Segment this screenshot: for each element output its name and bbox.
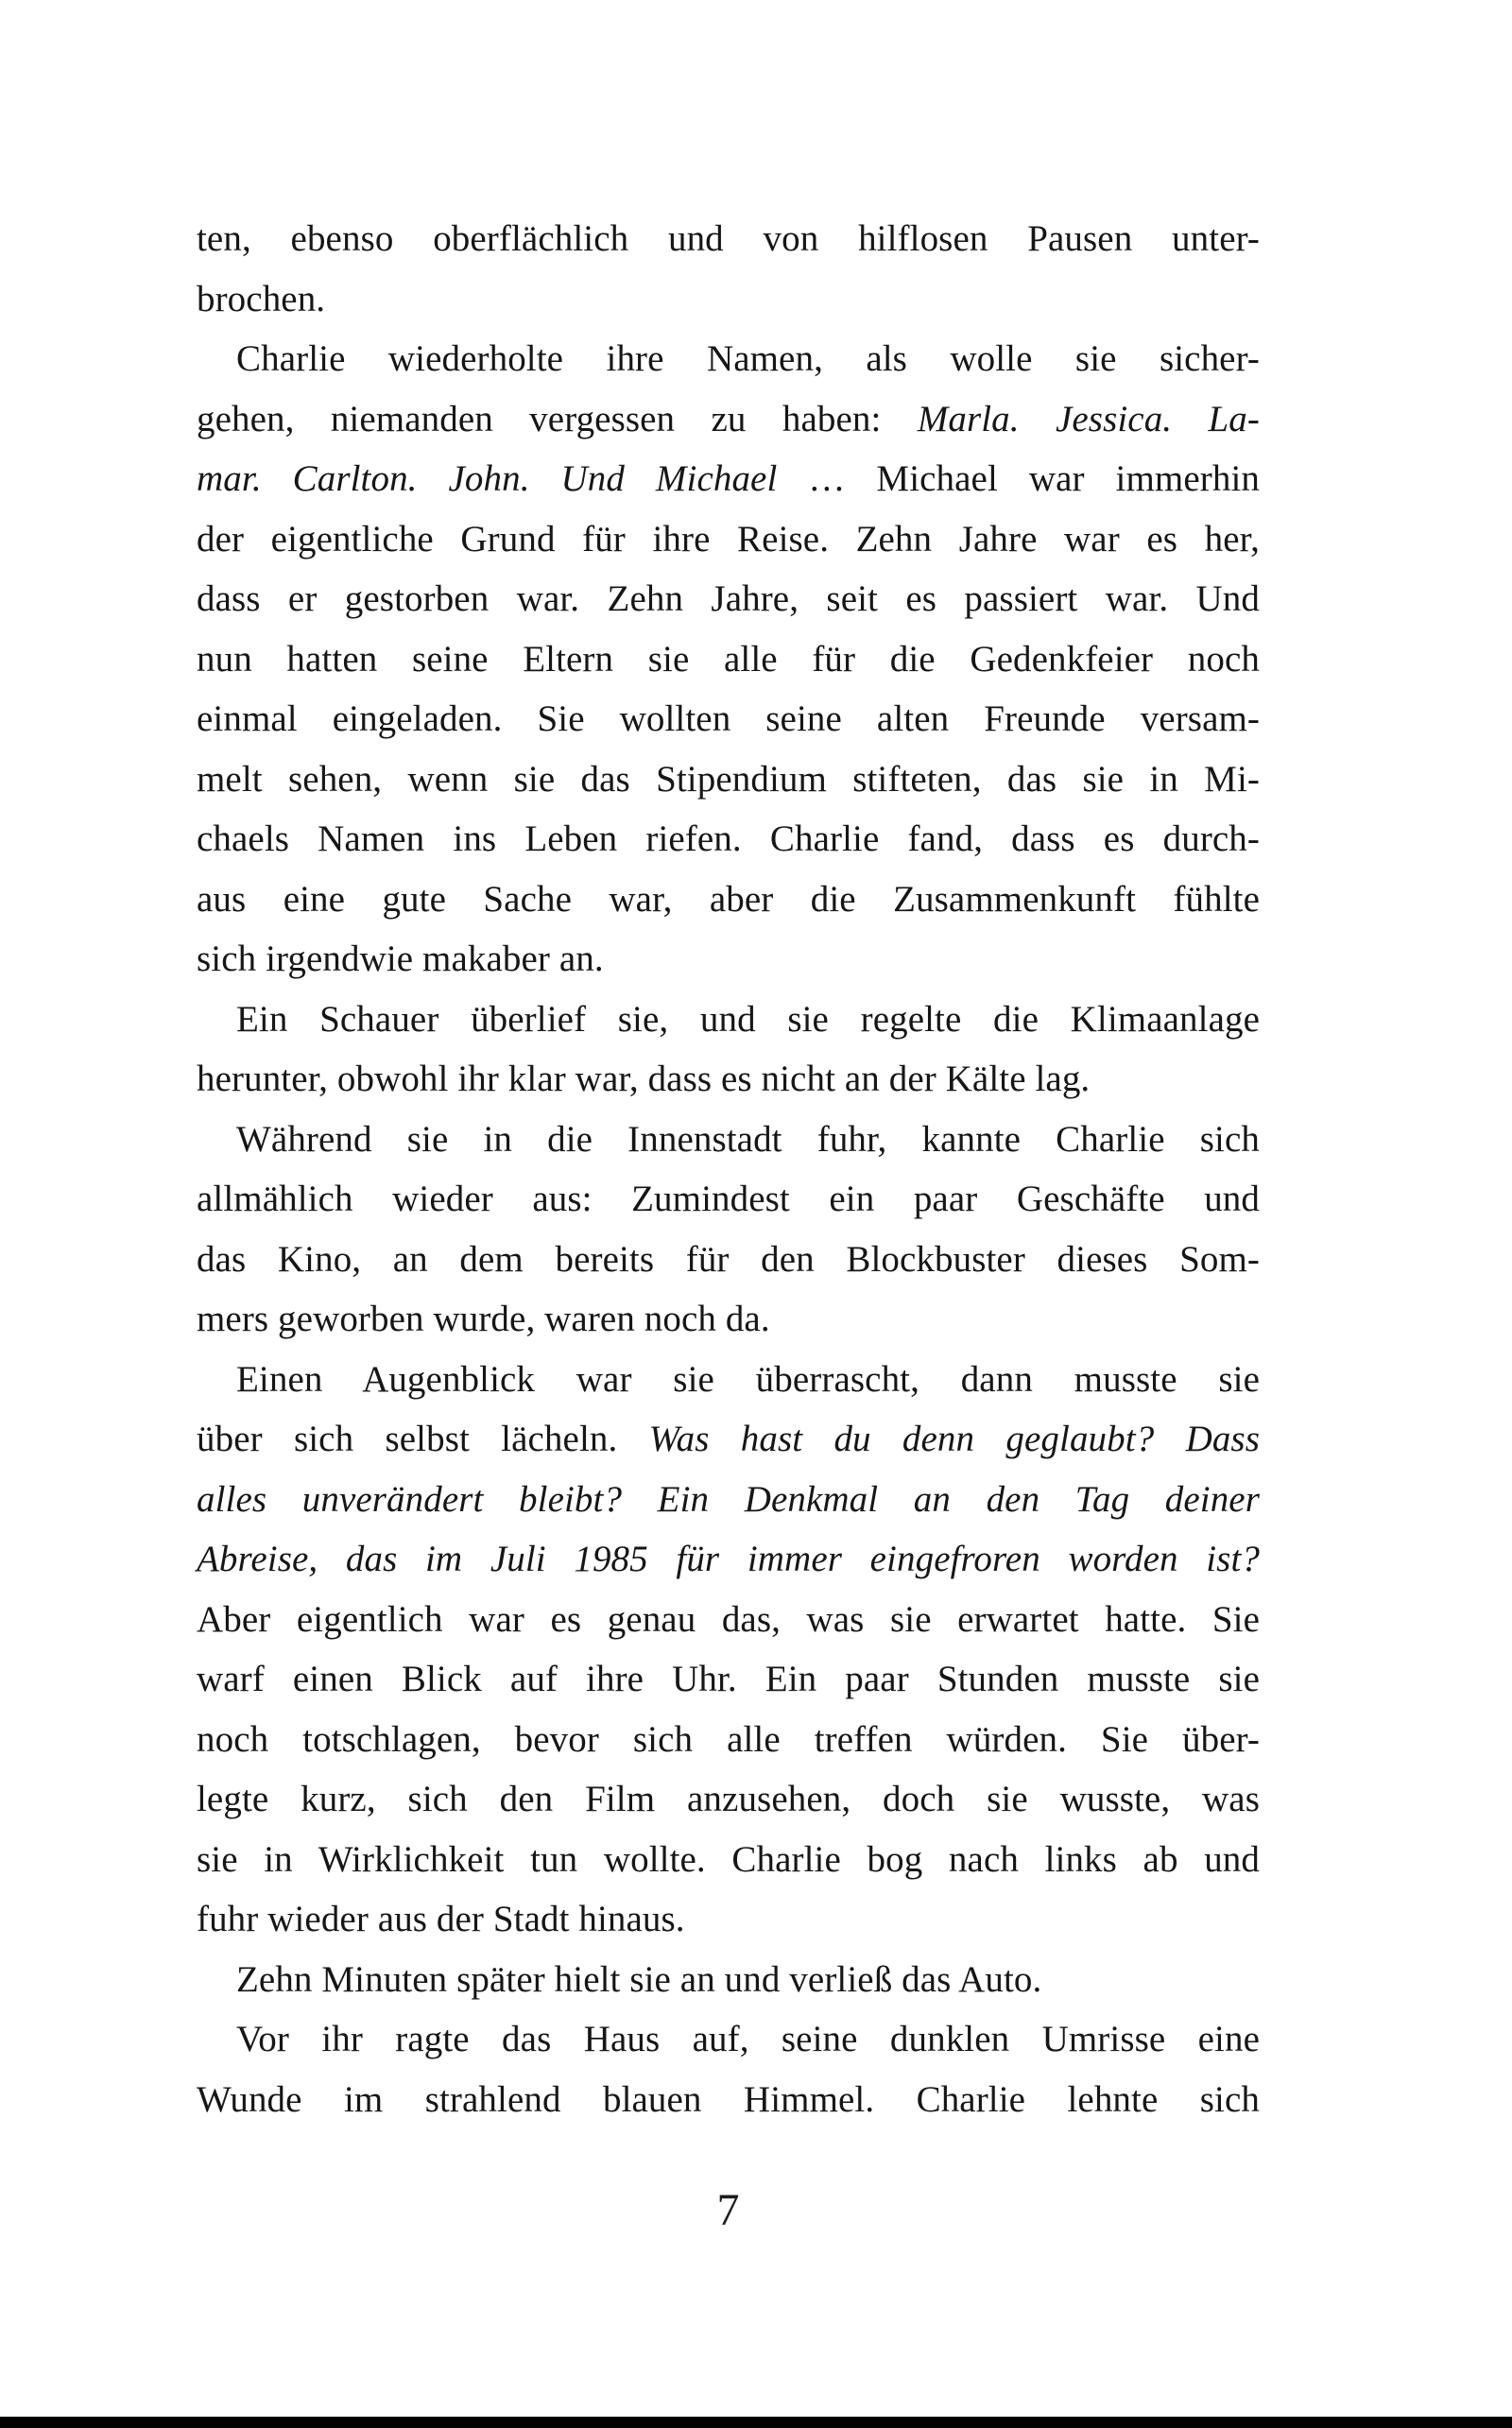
paragraph (197, 1350, 1260, 1950)
paragraph (197, 329, 1260, 990)
text-line (197, 569, 1260, 629)
text-line (197, 990, 1260, 1050)
text-line (197, 1649, 1260, 1710)
text-segment: Zehn Minuten später hielt sie an und verließ das Auto. (236, 1958, 1042, 2000)
text-line (197, 1710, 1260, 1770)
text-line (197, 2070, 1260, 2130)
text-segment: noch totschlagen, bevor sich alle treffen würden. Sie über- (197, 1718, 1260, 1760)
text-line (197, 689, 1260, 749)
text-segment: Charlie wiederholte ihre Namen, als wolle sie sicher- (236, 338, 1260, 379)
text-line (197, 1889, 1260, 1950)
text-segment: warf einen Blick auf ihre Uhr. Ein paar Stunden musste sie (197, 1659, 1260, 1699)
text-segment: aus eine gute Sache war, aber die Zusammenkunft fühlte (197, 878, 1260, 920)
text-segment: … Michael war immerhin (777, 458, 1260, 499)
text-line (197, 1409, 1260, 1470)
text-segment: Vor ihr ragte das Haus auf, seine dunklen Umrisse eine (236, 2019, 1260, 2059)
text-line (197, 870, 1260, 930)
text-line (197, 1049, 1260, 1110)
text-segment: herunter, obwohl ihr klar war, dass es nicht an der Kälte lag. (197, 1059, 1091, 1099)
text-line (197, 389, 1260, 450)
paragraph (197, 209, 1260, 329)
text-line (197, 1769, 1260, 1830)
paragraph (197, 1110, 1260, 1350)
text-segment: sie in Wirklichkeit tun wollte. Charlie bog nach links ab und (197, 1838, 1260, 1880)
text-segment: melt sehen, wenn sie das Stipendium stifteten, das sie in Mi- (197, 758, 1260, 800)
text-segment: einmal eingeladen. Sie wollten seine alten Freunde versam- (197, 698, 1260, 739)
text-line (197, 809, 1260, 870)
text-line (197, 2009, 1260, 2070)
text-line (197, 629, 1260, 690)
text-line (197, 1830, 1260, 1890)
text-block (197, 209, 1260, 2129)
text-line (197, 449, 1260, 509)
italic-text-segment: Was hast du denn geglaubt? Dass (648, 1419, 1260, 1459)
text-segment: Ein Schauer überlief sie, und sie regelte die Klimaanlage (236, 998, 1260, 1040)
italic-text-segment: Marla. Jessica. La- (917, 398, 1260, 439)
text-line (197, 1230, 1260, 1290)
text-line (197, 329, 1260, 389)
text-line (197, 1169, 1260, 1230)
text-segment: fuhr wieder aus der Stadt hinaus. (197, 1899, 685, 1939)
text-line (197, 1350, 1260, 1410)
text-segment: allmählich wieder aus: Zumindest ein paar Geschäfte und (197, 1179, 1260, 1219)
text-line (197, 1470, 1260, 1530)
page-number: 7 (716, 2185, 740, 2235)
paragraph (197, 2009, 1260, 2129)
text-segment: nun hatten seine Eltern sie alle für die Gedenkfeier noch (197, 638, 1260, 680)
text-line (197, 1289, 1260, 1350)
paragraph (197, 1950, 1260, 2010)
text-segment: gehen, niemanden vergessen zu haben: (197, 398, 918, 439)
text-line (197, 269, 1260, 330)
italic-text-segment: alles unverändert bleibt? Ein Denkmal an den Tag deiner (197, 1478, 1260, 1520)
text-segment: Aber eigentlich war es genau das, was sie erwartet hatte. Sie (197, 1598, 1260, 1640)
text-segment: ten, ebenso oberflächlich und von hilflosen Pausen unter- (197, 218, 1260, 259)
bottom-bar (0, 2417, 1512, 2428)
text-line (197, 749, 1260, 810)
text-segment: legte kurz, sich den Film anzusehen, doch sie wusste, was (197, 1779, 1260, 1819)
text-line (197, 929, 1260, 990)
text-segment: der eigentliche Grund für ihre Reise. Zehn Jahre war es her, (197, 518, 1260, 560)
text-segment: chaels Namen ins Leben riefen. Charlie fand, dass es durch- (197, 818, 1260, 859)
text-segment: mers geworben wurde, waren noch da. (197, 1299, 770, 1339)
italic-text-segment: Abreise, das im Juli 1985 für immer eingefroren worden ist? (197, 1539, 1260, 1579)
text-segment: dass er gestorben war. Zehn Jahre, seit es passiert war. Und (197, 578, 1260, 619)
text-line (197, 209, 1260, 269)
text-line (197, 1110, 1260, 1170)
text-segment: sich irgendwie makaber an. (197, 938, 604, 979)
italic-text-segment: mar. Carlton. John. Und Michael (197, 458, 778, 499)
text-line (197, 1529, 1260, 1590)
text-line (197, 1950, 1260, 2010)
text-segment: Wunde im strahlend blauen Himmel. Charlie lehnte sich (197, 2078, 1260, 2120)
paragraph (197, 990, 1260, 1110)
text-segment: Einen Augenblick war sie überrascht, dann musste sie (236, 1358, 1260, 1400)
text-segment: brochen. (197, 278, 326, 319)
text-segment: über sich selbst lächeln. (197, 1419, 649, 1459)
text-line (197, 509, 1260, 570)
text-segment: das Kino, an dem bereits für den Blockbuster dieses Som- (197, 1238, 1260, 1280)
text-line (197, 1590, 1260, 1650)
text-segment: Während sie in die Innenstadt fuhr, kannte Charlie sich (236, 1118, 1260, 1160)
